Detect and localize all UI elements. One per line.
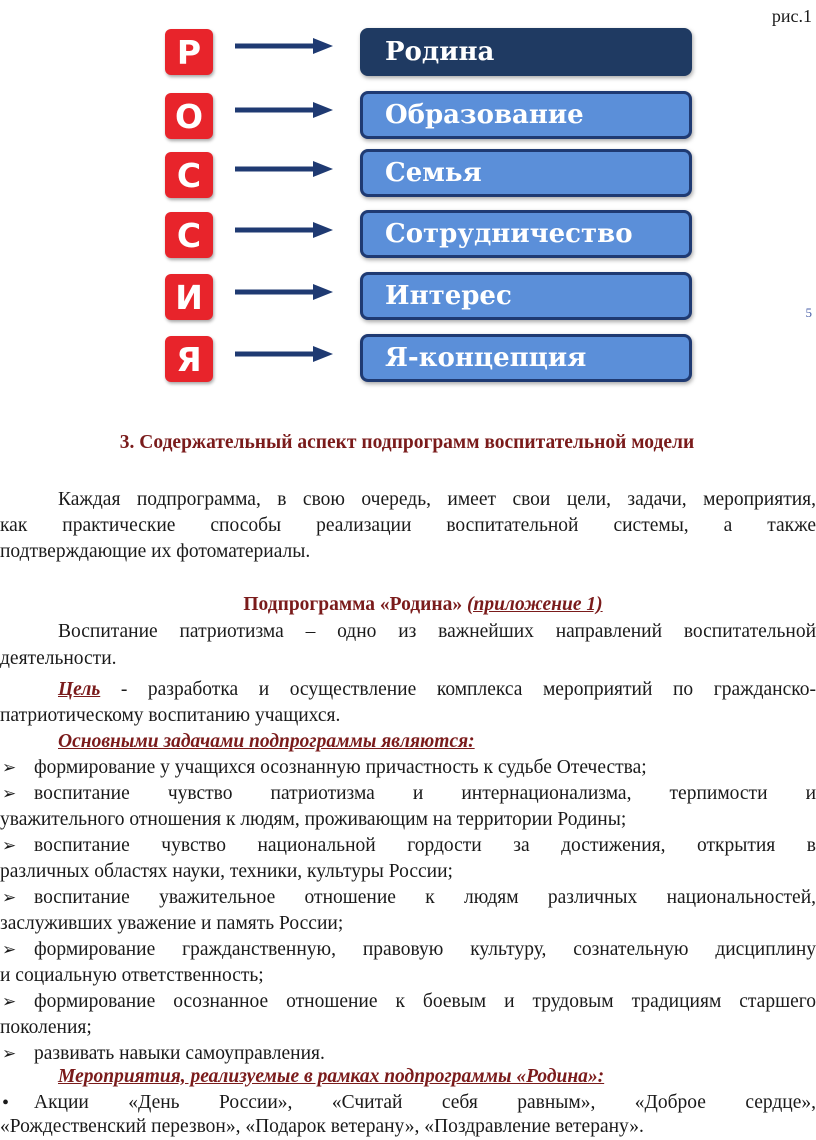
tasks-heading-line — [0, 729, 816, 755]
events-heading: Мероприятия, реализуемые в рамках подпрограммы «Родина»: — [58, 1066, 605, 1087]
arrowhead-bullet-icon: ➢ — [2, 836, 17, 856]
letter-box-s2: С — [165, 212, 213, 258]
arrow-right-icon — [235, 36, 335, 56]
value-box-semya: Семья — [360, 149, 692, 197]
task-text: развивать навыки самоуправления. — [34, 1043, 325, 1064]
arrowhead-bullet-icon: ➢ — [2, 940, 17, 960]
task-continuation: и социальную ответственность; — [0, 965, 264, 986]
paragraph-1-line-2: деятельности. — [0, 648, 117, 669]
value-box-sotrudnichestvo: Сотрудничество — [360, 210, 692, 258]
task-text: формирование осознанное отношение к боевым и трудовым традициям старшего — [34, 991, 816, 1012]
list-item — [0, 885, 816, 911]
letter-box-i: И — [165, 274, 213, 320]
task-text: формирование гражданственную, правовую культуру, сознательную дисциплину — [34, 939, 816, 960]
task-text: воспитание чувство национальной гордости за достижения, открытия в — [34, 835, 816, 856]
list-item — [0, 989, 816, 1015]
arrow-right-icon — [235, 220, 335, 240]
list-item — [0, 937, 816, 963]
subprogram-title: Подпрограмма «Родина» — [243, 594, 463, 615]
arrow-right-icon — [235, 282, 335, 302]
events-heading-line — [0, 1064, 816, 1090]
section-heading: 3. Содержательный аспект подпрограмм воспитательной модели — [119, 432, 695, 453]
value-box-obrazovanie: Образование — [360, 91, 692, 139]
arrow-right-icon — [235, 159, 335, 179]
goal-label: Цель — [58, 679, 101, 700]
list-item — [0, 833, 816, 859]
side-number: 5 — [805, 305, 812, 320]
figure-label: рис.1 — [771, 6, 812, 26]
task-continuation: уважительного отношения к людям, проживающим на территории Родины; — [0, 809, 627, 830]
task-text: воспитание чувство патриотизма и интернационализма, терпимости и — [34, 783, 816, 804]
intro-line-1: Каждая подпрограмма, в свою очередь, имеет свои цели, задачи, мероприятия, — [58, 489, 816, 510]
task-continuation: поколения; — [0, 1017, 92, 1038]
subprogram-title-line — [0, 592, 816, 618]
intro-line-3: подтверждающие их фотоматериалы. — [0, 541, 311, 562]
paragraph-1-line-1: Воспитание патриотизма – одно из важнейших направлений воспитательной — [58, 621, 816, 642]
arrowhead-bullet-icon: ➢ — [2, 758, 17, 778]
arrow-right-icon — [235, 100, 335, 120]
letter-box-ya: Я — [165, 336, 213, 382]
list-item — [0, 781, 816, 807]
task-continuation: различных областях науки, техники, культуры России; — [0, 861, 453, 882]
events-text: Акции «День России», «Считай себя равным», «Доброе сердце», — [34, 1092, 816, 1113]
arrowhead-bullet-icon: ➢ — [2, 888, 17, 908]
arrow-right-icon — [235, 344, 335, 364]
tasks-heading: Основными задачами подпрограммы являются: — [58, 731, 475, 752]
russia-acrostic-diagram — [0, 0, 816, 400]
task-text: воспитание уважительное отношение к людям различных национальностей, — [34, 887, 816, 908]
dot-bullet-icon: • — [2, 1092, 10, 1114]
letter-box-o: О — [165, 93, 213, 139]
appendix-link[interactable]: (приложение 1) — [467, 594, 603, 615]
task-continuation: заслуживших уважение и память России; — [0, 913, 344, 934]
goal-line-2: патриотическому воспитанию учащихся. — [0, 705, 341, 726]
value-box-interes: Интерес — [360, 272, 692, 320]
task-text: формирование у учащихся осознанную причастность к судьбе Отечества; — [34, 757, 647, 778]
letter-box-s1: С — [165, 152, 213, 198]
goal-text: - разработка и осуществление комплекса мероприятий по гражданско- — [100, 679, 816, 700]
intro-line-2: как практические способы реализации воспитательной системы, а также — [0, 515, 816, 536]
list-item — [0, 1090, 816, 1116]
goal-line-1 — [0, 677, 816, 703]
value-box-ya-koncepciya: Я-концепция — [360, 334, 692, 382]
value-box-rodina: Родина — [360, 28, 692, 76]
arrowhead-bullet-icon: ➢ — [2, 1044, 17, 1064]
arrowhead-bullet-icon: ➢ — [2, 784, 17, 804]
arrowhead-bullet-icon: ➢ — [2, 992, 17, 1012]
letter-box-r: Р — [165, 29, 213, 75]
list-item — [0, 755, 816, 781]
events-continuation: «Рождественский перезвон», «Подарок ветерану», «Поздравление ветерану». — [0, 1116, 644, 1137]
